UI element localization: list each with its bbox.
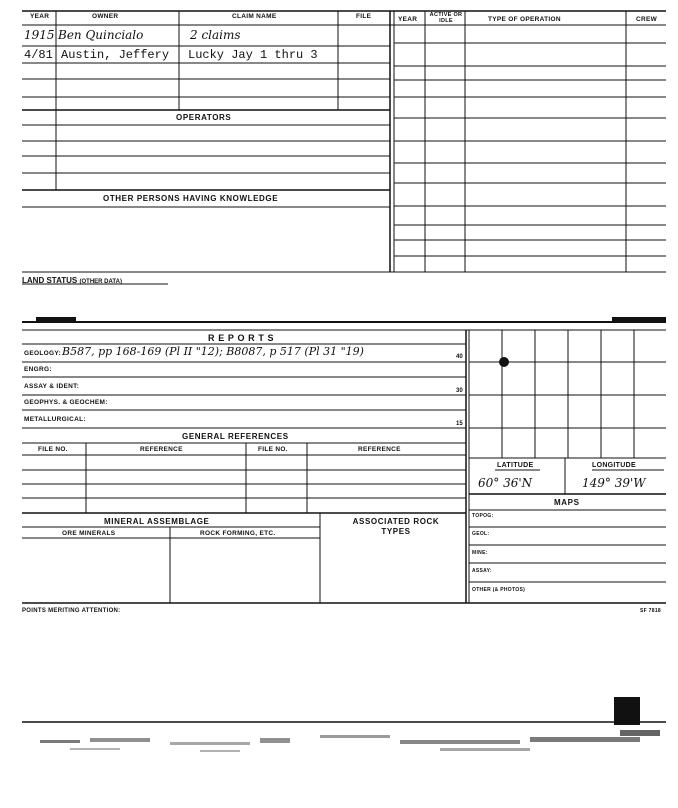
entry-owner-1: Ben Quincialo: [58, 28, 144, 42]
header-crew: CREW: [636, 16, 658, 23]
longitude-label: LONGITUDE: [592, 462, 636, 469]
header-claim-name: CLAIM NAME: [232, 13, 277, 20]
report-number-15: 15: [456, 421, 463, 427]
report-assay-label: ASSAY & IDENT:: [24, 383, 80, 390]
entry-owner-2: Austin, Jeffery: [61, 48, 170, 62]
mineral-assemblage-title: MINERAL ASSEMBLAGE: [104, 517, 210, 526]
report-geology-value: B587, pp 168-169 (Pl II "12); B8087, p 517 (Pl 31 "19): [62, 345, 364, 358]
ref-header-file-no-1: FILE NO.: [38, 446, 68, 453]
maps-assay-label: ASSAY:: [472, 568, 492, 574]
ref-header-file-no-2: FILE NO.: [258, 446, 288, 453]
report-geophys-label: GEOPHYS. & GEOCHEM:: [24, 399, 108, 406]
report-number-40: 40: [456, 354, 463, 360]
report-geology-label: GEOLOGY:: [24, 350, 61, 357]
maps-mine-label: MINE:: [472, 550, 488, 556]
operators-title: OPERATORS: [176, 113, 232, 122]
header-year: YEAR: [30, 13, 50, 20]
entry-year-2: 4/81: [24, 48, 53, 62]
header-active-idle: ACTIVE OR IDLE: [429, 12, 463, 24]
points-meriting-attention-label: POINTS MERITING ATTENTION:: [22, 608, 121, 614]
land-status-label: LAND STATUS (OTHER DATA): [22, 276, 122, 285]
general-references-title: GENERAL REFERENCES: [182, 432, 289, 441]
latitude-label: LATITUDE: [497, 462, 534, 469]
longitude-value: 149° 39'W: [582, 476, 646, 490]
reports-title: R E P O R T S: [208, 333, 275, 343]
header-op-year: YEAR: [398, 16, 418, 23]
ref-header-reference-1: REFERENCE: [140, 446, 183, 453]
maps-other-label: OTHER (& PHOTOS): [472, 587, 526, 593]
rock-forming-header: ROCK FORMING, ETC.: [200, 530, 276, 537]
header-type-operation: TYPE OF OPERATION: [488, 16, 561, 23]
report-metallurgical-label: METALLURGICAL:: [24, 416, 86, 423]
maps-topog-label: TOPOG:: [472, 513, 494, 519]
maps-geol-label: GEOL:: [472, 531, 490, 537]
entry-claim-2: Lucky Jay 1 thru 3: [188, 48, 318, 62]
ref-header-reference-2: REFERENCE: [358, 446, 401, 453]
knowledge-title: OTHER PERSONS HAVING KNOWLEDGE: [103, 194, 279, 203]
report-engrg-label: ENGRG:: [24, 366, 52, 373]
entry-year-1: 1915: [24, 28, 55, 42]
report-number-30: 30: [456, 388, 463, 394]
ore-minerals-header: ORE MINERALS: [62, 530, 116, 537]
header-file: FILE: [356, 13, 372, 20]
associated-rock-types-header: ASSOCIATED ROCK TYPES: [352, 517, 440, 536]
entry-claim-1: 2 claims: [190, 28, 241, 42]
form-number: SF 7818: [640, 608, 662, 614]
maps-title: MAPS: [554, 498, 580, 507]
latitude-value: 60° 36'N: [478, 476, 533, 490]
header-owner: OWNER: [92, 13, 119, 20]
